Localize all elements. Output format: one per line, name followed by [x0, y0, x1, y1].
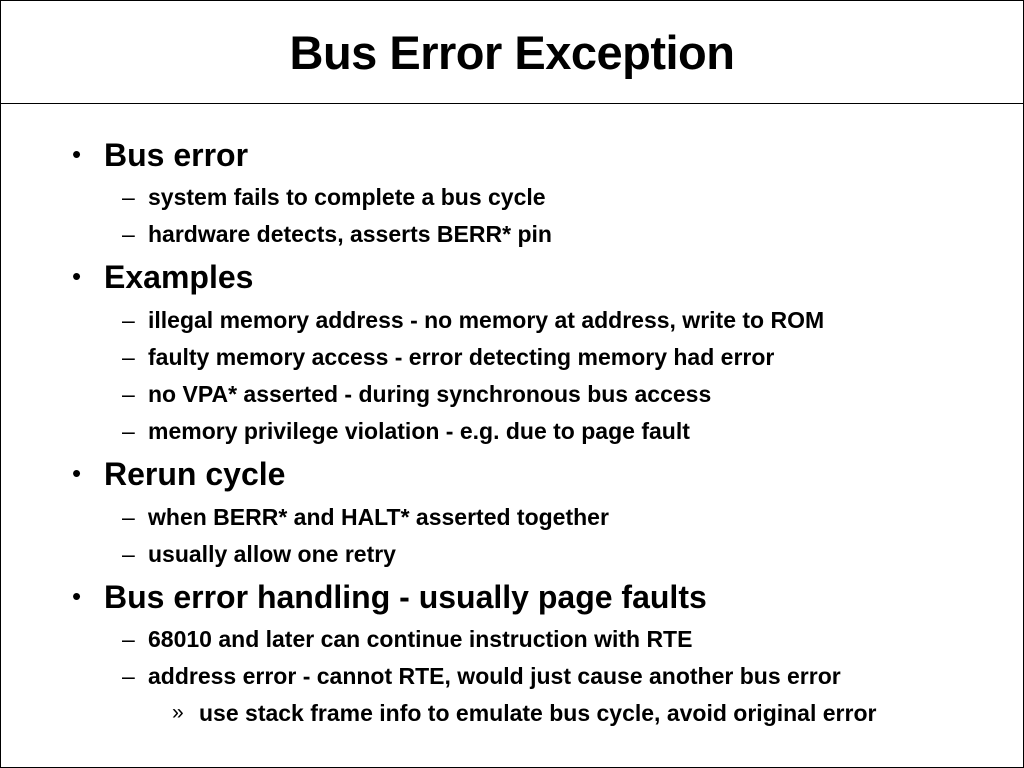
dash-marker: – [122, 307, 135, 333]
dash-marker: – [122, 381, 135, 407]
dash-marker: – [122, 184, 135, 210]
sub-item: address error - cannot RTE, would just cause another bus error [148, 663, 841, 689]
dash-marker: – [122, 504, 135, 530]
sub-item: usually allow one retry [148, 541, 396, 567]
bullet-marker: • [72, 458, 82, 488]
bullet-marker: • [72, 581, 82, 611]
slide-title: Bus Error Exception [289, 25, 735, 79]
title-bar [1, 1, 1023, 104]
bullet-rerun-cycle: Rerun cycle [104, 456, 286, 492]
sub-item: no VPA* asserted - during synchronous bus access [148, 381, 712, 407]
dash-marker: – [122, 221, 135, 247]
bullet-bus-error: Bus error [104, 137, 249, 173]
sub-item: 68010 and later can continue instruction with RTE [148, 626, 693, 652]
sub-item: when BERR* and HALT* asserted together [148, 504, 609, 530]
slide-content [1, 104, 1023, 766]
sub-item: hardware detects, asserts BERR* pin [148, 221, 552, 247]
sub-sub-item: use stack frame info to emulate bus cycle, avoid original error [199, 700, 877, 726]
bullet-marker: • [72, 261, 82, 291]
bullet-bus-error-handling: Bus error handling - usually page faults [104, 579, 707, 615]
dash-marker: – [122, 344, 135, 370]
dash-marker: – [122, 541, 135, 567]
bullet-examples: Examples [104, 259, 254, 295]
dash-marker: – [122, 663, 135, 689]
raquo-marker: » [172, 701, 184, 724]
sub-item: illegal memory address - no memory at address, write to ROM [148, 307, 825, 333]
bullet-marker: • [72, 139, 82, 169]
dash-marker: – [122, 626, 135, 652]
dash-marker: – [122, 418, 135, 444]
sub-item: faulty memory access - error detecting memory had error [148, 344, 775, 370]
sub-item: memory privilege violation - e.g. due to page fault [148, 418, 690, 444]
sub-item: system fails to complete a bus cycle [148, 184, 546, 210]
